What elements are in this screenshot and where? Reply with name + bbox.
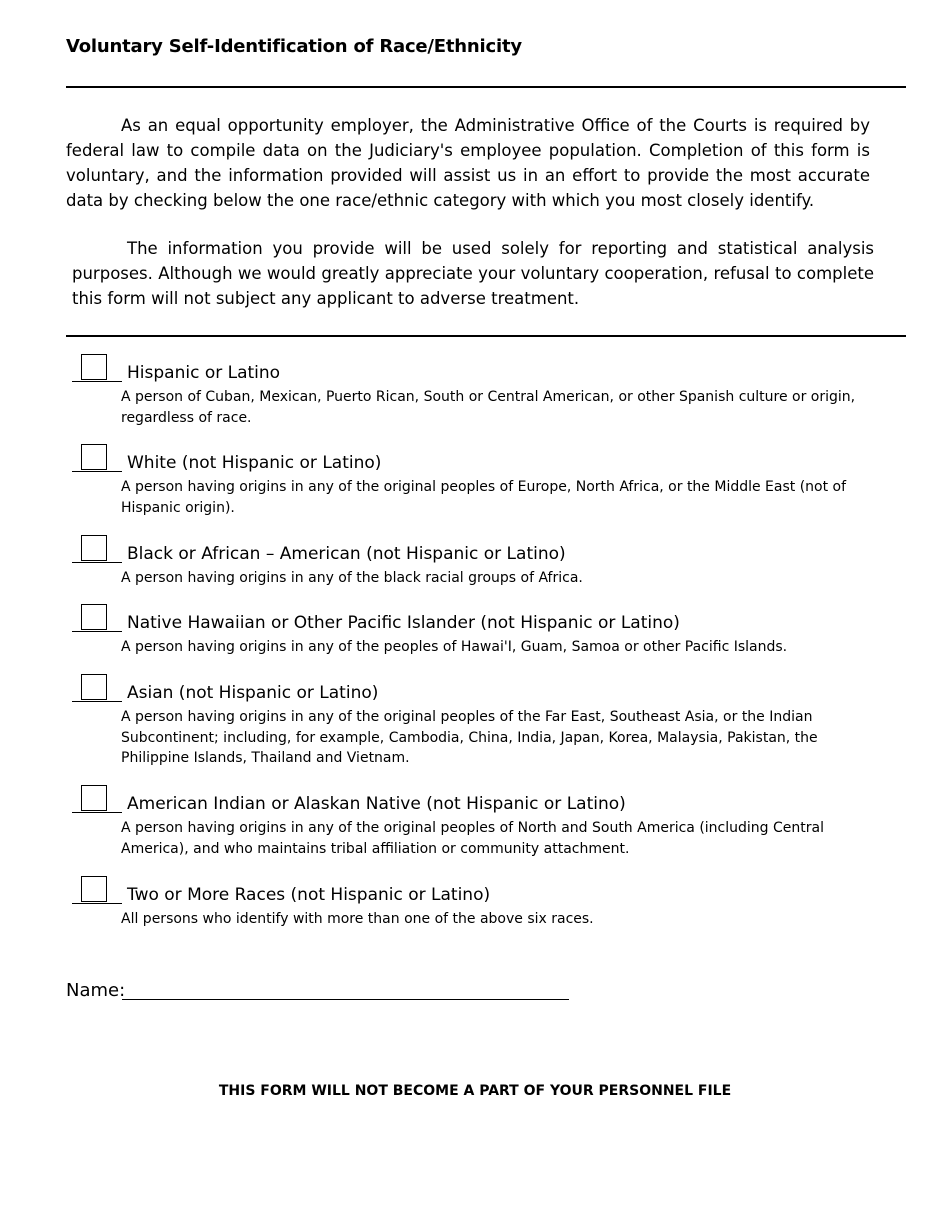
form-title: Voluntary Self-Identification of Race/Ethnicity xyxy=(66,36,522,57)
checkbox-underline xyxy=(72,903,122,904)
category-label: American Indian or Alaskan Native (not Hispanic or Latino) xyxy=(127,794,626,814)
checkbox-american-indian-alaskan-native[interactable] xyxy=(81,785,107,811)
checkbox-underline xyxy=(72,562,122,563)
checkbox-underline xyxy=(72,381,122,382)
checkbox-native-hawaiian-pacific-islander[interactable] xyxy=(81,604,107,630)
checkbox-asian[interactable] xyxy=(81,674,107,700)
name-field[interactable] xyxy=(122,999,569,1000)
category-description: A person having origins in any of the original peoples of the Far East, Southeast Asia, or the Indian Subcontinent; including, for example, Cambodia, China, India, Japan, Korea, Malaysia, Pakistan, the Philippine Islands, Thailand and Vietnam. xyxy=(121,709,818,766)
category-description: A person of Cuban, Mexican, Puerto Rican, South or Central American, or other Spanish culture or origin, regardless of race. xyxy=(121,389,856,426)
checkbox-white[interactable] xyxy=(81,444,107,470)
personnel-file-notice: THIS FORM WILL NOT BECOME A PART OF YOUR PERSONNEL FILE xyxy=(218,1083,732,1099)
category-description: All persons who identify with more than one of the above six races. xyxy=(121,911,594,927)
intro-paragraph-1 xyxy=(66,113,870,213)
category-description: A person having origins in any of the original peoples of Europe, North Africa, or the Middle East (not of Hispanic origin). xyxy=(121,479,847,516)
intro-paragraph-1-text: As an equal opportunity employer, the Administrative Office of the Courts is required by federal law to compile data on the Judiciary's employee population. Completion of this form is voluntary, and the information provided will assist us in an effort to provide the most accurate data by checking below the one race/ethnic category with which you most closely identify. xyxy=(66,116,870,210)
category-label: Two or More Races (not Hispanic or Latino) xyxy=(127,885,491,905)
checkbox-underline xyxy=(72,631,122,632)
category-label: Native Hawaiian or Other Pacific Islander (not Hispanic or Latino) xyxy=(127,613,680,633)
intro-paragraph-2-text: The information you provide will be used solely for reporting and statistical analysis purposes. Although we would greatly appreciate your voluntary cooperation, refusal to complete this form will not subject any applicant to adverse treatment. xyxy=(72,239,874,308)
category-label: Asian (not Hispanic or Latino) xyxy=(127,683,379,703)
intro-paragraph-2 xyxy=(72,236,874,311)
checkbox-underline xyxy=(72,812,122,813)
middle-divider xyxy=(66,335,906,337)
category-description: A person having origins in any of the black racial groups of Africa. xyxy=(121,570,583,586)
name-label: Name: xyxy=(66,980,126,1001)
checkbox-black-african-american[interactable] xyxy=(81,535,107,561)
category-label: White (not Hispanic or Latino) xyxy=(127,453,382,473)
category-label: Black or African – American (not Hispanic or Latino) xyxy=(127,544,566,564)
category-description: A person having origins in any of the peoples of Hawai'I, Guam, Samoa or other Pacific Islands. xyxy=(121,639,788,655)
checkbox-hispanic-latino[interactable] xyxy=(81,354,107,380)
checkbox-underline xyxy=(72,471,122,472)
checkbox-two-or-more-races[interactable] xyxy=(81,876,107,902)
category-description: A person having origins in any of the original peoples of North and South America (including Central America), and who maintains tribal affiliation or community attachment. xyxy=(121,820,824,857)
top-divider xyxy=(66,86,906,88)
category-label: Hispanic or Latino xyxy=(127,363,281,383)
checkbox-underline xyxy=(72,701,122,702)
